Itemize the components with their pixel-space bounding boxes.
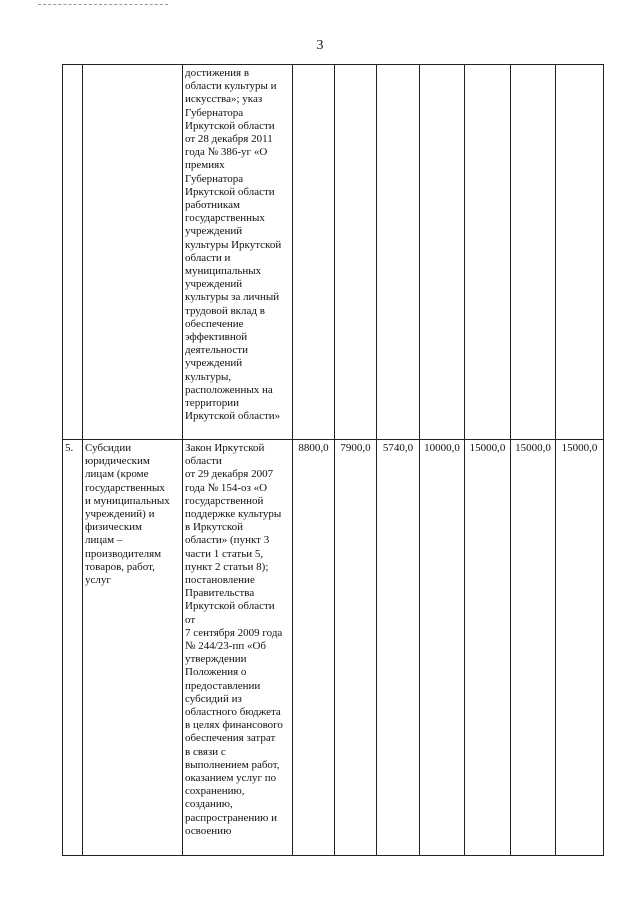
row-value: 8800,0 bbox=[293, 440, 335, 856]
row-name bbox=[83, 65, 183, 440]
row-value bbox=[556, 65, 604, 440]
row-legal-basis: Закон Иркутской области от 29 декабря 2007 года № 154-оз «О государственной поддержке культуры в Иркутской области» (пункт 3 части 1 статьи 5, пункт 2 статьи 8); постановление Правительства Иркутской области от 7 сентября 2009 года № 244/23-пп «Об утверждении Положения о предоставлении субсидий из областного бюджета в целях финансового обеспечения затрат в связи с выполнением работ, оказанием услуг по сохранению, созданию, распространению и освоению bbox=[183, 440, 293, 856]
row-value: 15000,0 bbox=[556, 440, 604, 856]
table-row bbox=[63, 65, 604, 440]
row-value bbox=[511, 65, 556, 440]
row-name: Субсидии юридическим лицам (кроме государственных и муниципальных учреждений) и физическим лицам – производителям товаров, работ, услуг bbox=[83, 440, 183, 856]
row-value bbox=[377, 65, 420, 440]
row-value bbox=[465, 65, 511, 440]
row-index bbox=[63, 65, 83, 440]
row-value: 7900,0 bbox=[335, 440, 377, 856]
scan-edge-mark bbox=[38, 4, 168, 5]
page-number: 3 bbox=[316, 38, 324, 53]
row-index: 5. bbox=[63, 440, 83, 856]
row-legal-basis: достижения в области культуры и искусства»; указ Губернатора Иркутской области от 28 декабря 2011 года № 386-уг «О премиях Губернатора Иркутской области работникам государственных учреждений культуры Иркутской области и муниципальных учреждений культуры за личный трудовой вклад в обеспечение эффективной деятельности учреждений культуры, расположенных на территории Иркутской области» bbox=[183, 65, 293, 440]
row-value bbox=[293, 65, 335, 440]
row-value bbox=[420, 65, 465, 440]
row-value bbox=[335, 65, 377, 440]
row-value: 15000,0 bbox=[511, 440, 556, 856]
subsidy-table bbox=[62, 64, 604, 856]
row-value: 5740,0 bbox=[377, 440, 420, 856]
table-row bbox=[63, 440, 604, 856]
row-value: 10000,0 bbox=[420, 440, 465, 856]
row-value: 15000,0 bbox=[465, 440, 511, 856]
